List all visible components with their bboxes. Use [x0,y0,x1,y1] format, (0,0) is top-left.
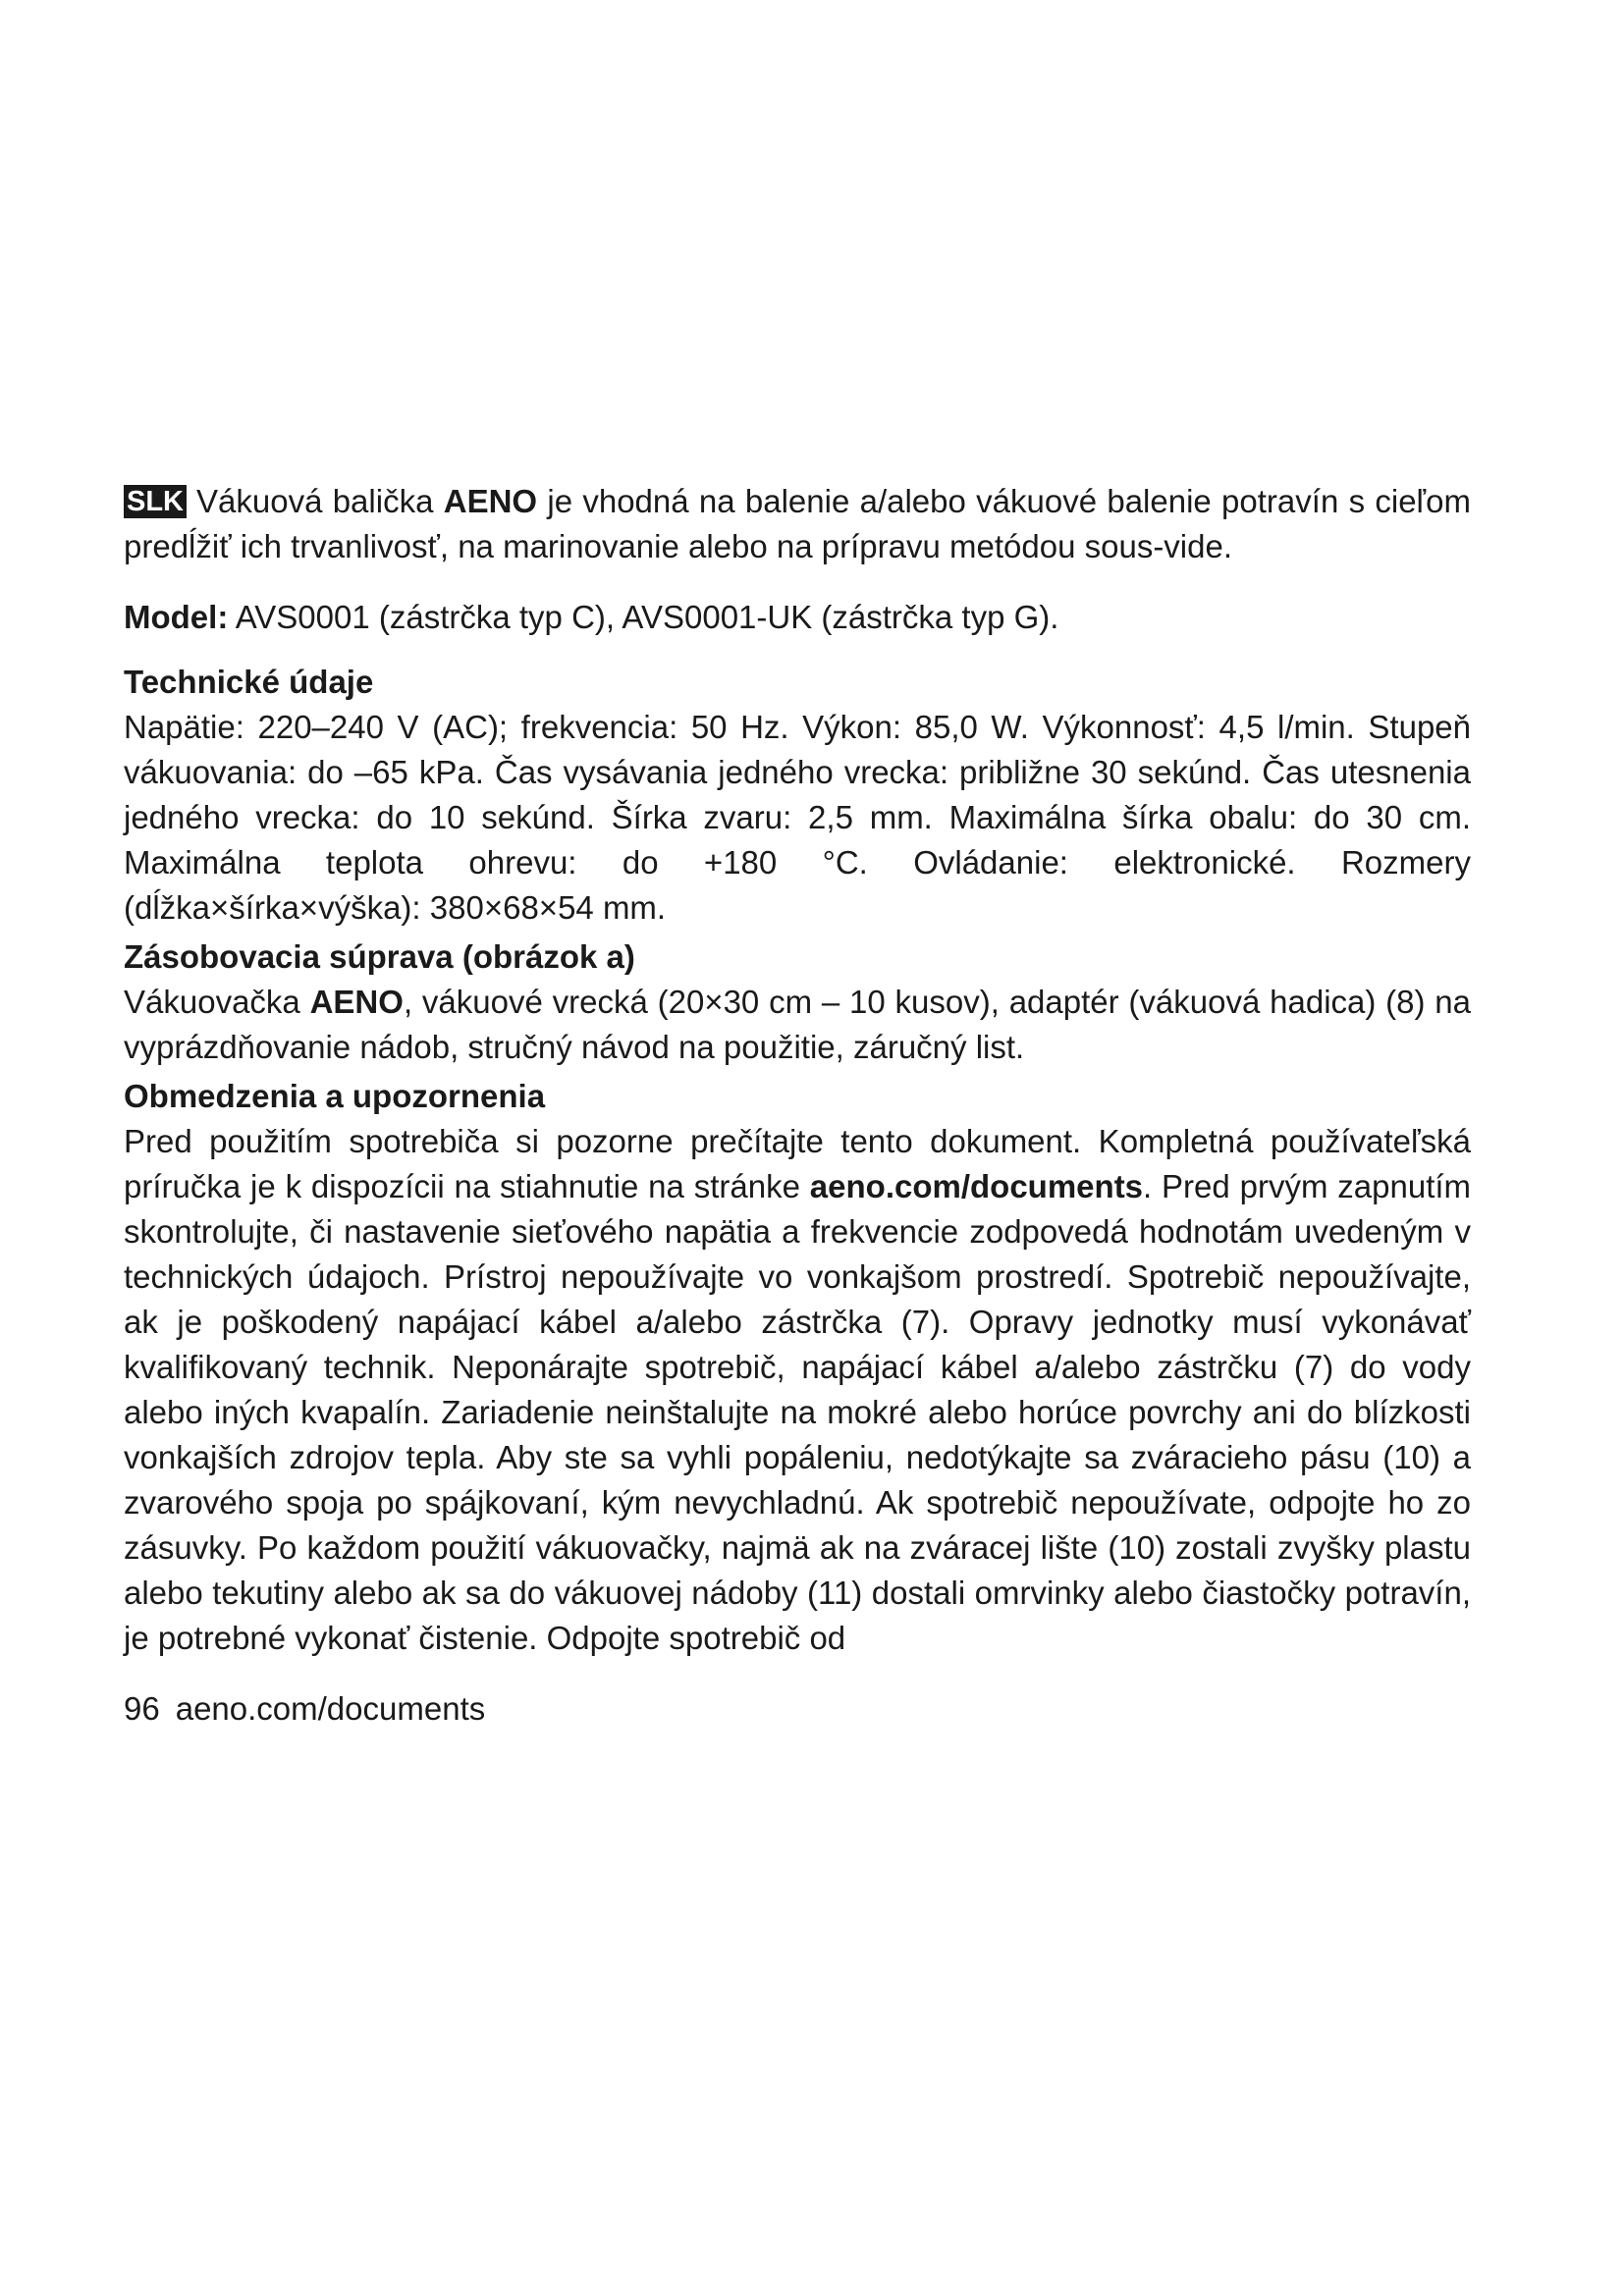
document-page [124,479,1471,1732]
package-section [124,934,1471,1070]
technical-section [124,660,1471,931]
model-line [124,595,1471,640]
warnings-section [124,1074,1471,1661]
intro-text-2: je vhodná na balenie a/alebo vákuové balenie potravín s cieľom predĺžiť ich trvanlivosť, na marinovanie alebo na prípravu metódou sous-vide. [124,483,1472,564]
language-badge: SLK [124,485,187,518]
technical-heading: Technické údaje [124,664,374,700]
warnings-text-1: Pred použitím spotrebiča si pozorne prečítajte tento dokument. Kompletná používateľská príručka je k dispozícii na stiahnutie na stránke [124,1123,1471,1204]
documents-link[interactable]: aeno.com/documents [809,1168,1144,1204]
intro-text-1: Vákuová balička [196,483,434,519]
technical-body: Napätie: 220–240 V (AC); frekvencia: 50 Hz. Výkon: 85,0 W. Výkonnosť: 4,5 l/min. Stupeň vákuovania: do –65 kPa. Čas vysávania jedného vrecka: približne 30 sekúnd. Čas utesnenia jedného vrecka: do 10 sekúnd. Šírka zvaru: 2,5 mm. Maximálna šírka obalu: do 30 cm. Maximálna teplota ohrevu: do +180 °C. Ovládanie: elektronické. Rozmery (dĺžka×šírka×výška): 380×68×54 mm. [124,709,1471,926]
brand-name: AENO [443,483,538,519]
warnings-body [124,1119,1471,1661]
page-number: 96 [124,1690,160,1727]
package-heading: Zásobovacia súprava (obrázok a) [124,938,635,975]
package-text-1: Vákuovačka [124,984,300,1020]
package-body [124,980,1471,1070]
warnings-text-2: . Pred prvým zapnutím skontrolujte, či nastavenie sieťového napätia a frekvencie zodpovedá hodnotám uvedeným v technických údajoch. Prístroj nepoužívajte vo vonkajšom prostredí. Spotrebič nepoužívajte, ak je poškodený napájací kábel a/alebo zástrčka (7). Opravy jednotky musí vykonávať kvalifikovaný technik. Neponárajte spotrebič, napájací kábel a/alebo zástrčku (7) do vody alebo iných kvapalín. Zariadenie neinštalujte na mokré alebo horúce povrchy ani do blízkosti vonkajších zdrojov tepla. Aby ste sa vyhli popáleniu, nedotýkajte sa zváracieho pásu (10) a zvarového spoja po spájkovaní, kým nevychladnú. Ak spotrebič nepoužívate, odpojte ho zo zásuvky. Po každom použití vákuovačky, najmä ak na zváracej lište (10) zostali zvyšky plastu alebo tekutiny alebo ak sa do vákuovej nádoby (11) dostali omrvinky alebo čiastočky potravín, je potrebné vykonať čistenie. Odpojte spotrebič od [124,1168,1472,1656]
model-text: AVS0001 (zástrčka typ C), AVS0001-UK (zástrčka typ G). [235,599,1059,635]
package-brand: AENO [309,984,404,1020]
warnings-heading: Obmedzenia a upozornenia [124,1078,546,1114]
page-footer [124,1686,1471,1732]
package-text-2: , vákuové vrecká (20×30 cm – 10 kusov), adaptér (vákuová hadica) (8) na vyprázdňovanie nádob, stručný návod na použitie, záručný list. [124,984,1472,1065]
model-label: Model: [124,599,229,635]
intro-paragraph [124,479,1471,569]
footer-url[interactable]: aeno.com/documents [175,1690,486,1727]
